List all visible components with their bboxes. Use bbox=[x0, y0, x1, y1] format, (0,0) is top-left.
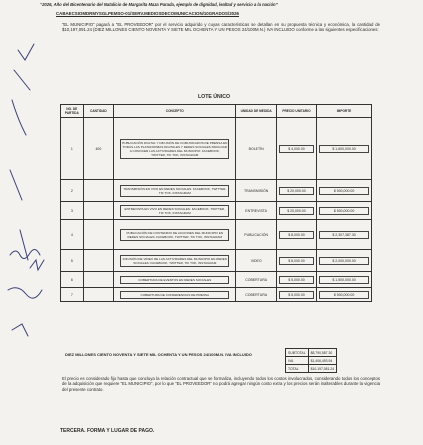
row-importe: $ 500,000.00 bbox=[319, 291, 369, 299]
row-partida: 2 bbox=[70, 188, 73, 193]
iva-label: IVA bbox=[286, 357, 309, 365]
total-value: $10,197,081.24 bbox=[308, 365, 337, 373]
header-slogan: “2026, Año del Bicentenario del Natalicio de Margarita Maza Parada, ejemplo de dignidad, lealtad y servicio a la nación” bbox=[40, 2, 278, 7]
row-importe: $ 1,600,000.00 bbox=[319, 145, 369, 153]
row-precio: $ 20,000.00 bbox=[279, 187, 314, 195]
table-row bbox=[61, 220, 372, 250]
row-partida: 4 bbox=[70, 232, 73, 237]
row-importe: $ 1,500,000.00 bbox=[319, 276, 369, 284]
contract-code: CABAECSIOMDRMYSGLPEMSO-01/SERV.MEDIOSDECOMUNICACION/10GRADOS/2026 bbox=[56, 11, 239, 16]
header-cantidad: CANTIDAD bbox=[83, 105, 113, 118]
header-concepto: CONCEPTO bbox=[114, 105, 236, 118]
total-label: TOTAL bbox=[286, 365, 309, 373]
row-importe: $ 500,000.00 bbox=[319, 207, 369, 215]
table-row bbox=[61, 272, 372, 288]
total-in-words: DIEZ MILLONES CIENTO NOVENTA Y SIETE MIL OCHENTA Y UN PESOS 24/100M.N. IVA INCLUIDO bbox=[65, 352, 252, 357]
pen-signature bbox=[10, 249, 40, 258]
row-importe: $ 500,000.00 bbox=[319, 187, 369, 195]
table-row bbox=[61, 180, 372, 202]
row-unidad: COBERTURA bbox=[245, 292, 268, 297]
row-concepto: TRANSMISIÓN EN VIVO EN REDES SOCIALES: FACEBOOK, TWITTER, TIK TOK, INSTAGRAM bbox=[120, 185, 229, 197]
row-concepto: COBERTURA DE CONFERENCIAS DE PRENSA bbox=[120, 291, 229, 299]
row-partida: 1 bbox=[70, 146, 73, 151]
pen-stroke bbox=[14, 70, 30, 90]
row-concepto: PUBLICACIÓN DIGITAL Y DIFUSIÓN DE COMUNICADOS DE PRENSA EN TODAS LAS PLATAFORMAS DIGITALES Y REDES SOCIALES PARA DAR A CONOCER LAS ACTIVIDADES DEL MUNICIPIO: FACEBOOK, TWITTER, TIK TOK, INSTAGRAM bbox=[120, 139, 229, 159]
pen-signature bbox=[8, 288, 42, 298]
totals-table bbox=[285, 348, 337, 373]
table-row bbox=[61, 250, 372, 272]
subtotal-value: $8,790,587.30 bbox=[308, 349, 337, 357]
header-importe: IMPORTE bbox=[317, 105, 372, 118]
row-unidad: TRANSMISIÓN bbox=[243, 188, 269, 193]
iva-value: $1,406,493.94 bbox=[308, 357, 337, 365]
row-partida: 3 bbox=[70, 208, 73, 213]
row-precio: $ 20,000.00 bbox=[279, 207, 314, 215]
subtotal-label: SUBTOTAL bbox=[286, 349, 309, 357]
pen-stroke bbox=[10, 170, 22, 200]
intro-paragraph: “EL MUNICIPIO” pagará a “EL PROVEEDOR” por el servicio adquirido y cuyas características se detallan en su propuesta técnica y económica, la cantidad de $10,197,091.24 (DIEZ MILLONES CIENTO NOVENTA Y SIETE MIL OCHENTA Y UN PESOS 24/100M.N.) IVA INCLUIDO conforme a las siguientes especificaciones: bbox=[62, 22, 380, 33]
row-unidad: COBERTURA bbox=[245, 277, 268, 282]
pen-signature bbox=[30, 260, 44, 270]
row-precio: $ 5,000.00 bbox=[279, 276, 314, 284]
row-unidad: BOLETÍN bbox=[248, 146, 264, 151]
closing-paragraph: El precio es considerado fijo hasta que concluya la relación contractual que se formaliza, incluyendo todos los costos involucrados, considerando todos los conceptos de la adquisición que requiere “EL MUNICIPIO”, por lo que “EL PROVEEDOR” no podrá agregar ningún costo extra y los precios serán inalterables durante la vigencia del presente contrato. bbox=[62, 376, 380, 392]
pen-stroke bbox=[12, 100, 26, 135]
row-cantidad: 400 bbox=[95, 146, 102, 151]
row-concepto: DIFUSIÓN DE VIDEO DE LAS ACTIVIDADES DEL MUNICIPIO EN REDES SOCIALES: FACEBOOK, TWITTER, TIK TOK, INSTAGRAM bbox=[120, 255, 229, 267]
row-precio: $ 4,000.00 bbox=[279, 145, 314, 153]
table-header-row bbox=[61, 105, 372, 118]
row-unidad: VIDEO bbox=[250, 258, 262, 263]
table-row bbox=[61, 288, 372, 302]
row-concepto: PUBLICACIÓN DE CONTENIDO DE ACCIONES DEL MUNICIPIO EN REDES SOCIALES: FACEBOOK, TWITTER, TIK TOK, INSTAGRAM bbox=[120, 229, 229, 241]
row-importe: $ 2,307,387.30 bbox=[319, 231, 369, 239]
pen-check-mark bbox=[18, 44, 34, 60]
header-precio: PRECIO UNITARIO bbox=[276, 105, 316, 118]
lote-title: LOTE ÚNICO bbox=[198, 94, 230, 100]
header-unidad: UNIDAD DE MEDIDA bbox=[236, 105, 276, 118]
row-importe: $ 2,000,000.00 bbox=[319, 257, 369, 265]
row-unidad: ENTREVISTA bbox=[245, 208, 267, 213]
pen-stroke bbox=[12, 324, 28, 336]
header-partida: NO. DE PARTIDA bbox=[61, 105, 84, 118]
row-partida: 6 bbox=[70, 277, 73, 282]
row-partida: 7 bbox=[70, 292, 73, 297]
row-unidad: PUBLICACIÓN bbox=[244, 232, 269, 237]
items-table bbox=[60, 104, 372, 302]
pen-stroke bbox=[20, 230, 28, 260]
row-concepto: ENTREVISTA EN VIVO EN REDES SOCIALES: FACEBOOK, TWITTER, TIK TOK, INSTAGRAM bbox=[120, 205, 229, 217]
table-row bbox=[61, 118, 372, 180]
row-precio: $ 5,000.00 bbox=[279, 291, 314, 299]
section-title: TERCERA. FORMA Y LUGAR DE PAGO. bbox=[60, 428, 155, 434]
row-precio: $ 8,000.00 bbox=[279, 257, 314, 265]
row-concepto: COBERTURA DE EVENTOS EN REDES SOCIALES bbox=[120, 276, 229, 284]
row-precio: $ 8,000.00 bbox=[279, 231, 314, 239]
table-row bbox=[61, 202, 372, 220]
row-partida: 5 bbox=[70, 258, 73, 263]
